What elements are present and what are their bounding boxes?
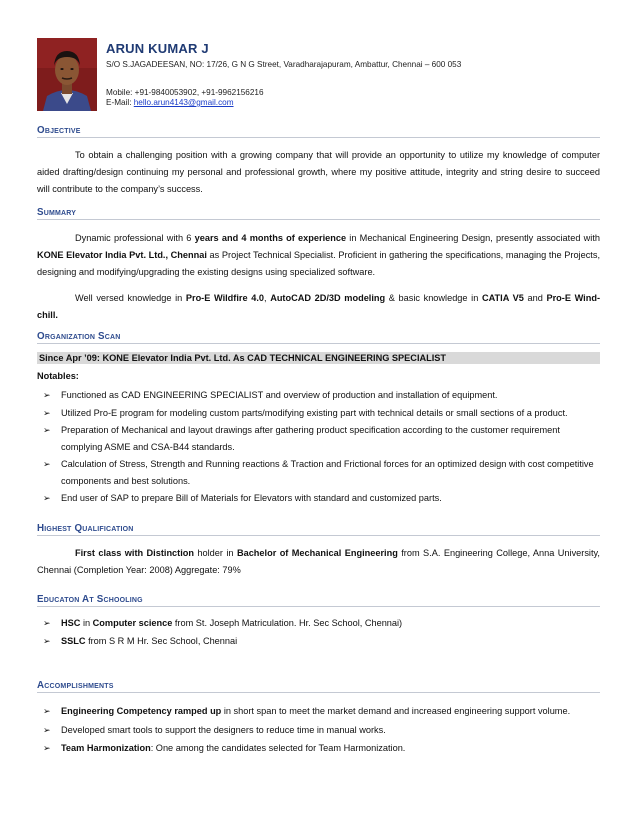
text: holder in [194, 548, 237, 558]
emphasis: SSLC [61, 635, 86, 646]
accomplishments-list [37, 703, 600, 758]
arrow-bullet-icon: ➢ [43, 407, 51, 418]
address-line: S/O S.JAGADEESAN, NO: 17/26, G N G Street, Varadharajapuram, Ambattur, Chennai – 600 053 [106, 60, 462, 69]
text: in short span to meet the market demand and increased engineering support volume. [221, 706, 571, 716]
summary-paragraph-1 [37, 230, 600, 281]
text: in [80, 618, 93, 628]
mobile-line: Mobile: +91-9840053902, +91-9962156216 [106, 88, 264, 97]
arrow-bullet-icon: ➢ [43, 724, 51, 735]
text: from S.A. Engineering College, Anna University, Chennai (Completion Year: 2008) Aggregate: 79% [37, 548, 600, 575]
arrow-bullet-icon: ➢ [43, 425, 51, 435]
emphasis: KONE Elevator India Pvt. Ltd., Chennai [37, 250, 207, 260]
text: , [264, 293, 271, 303]
text: as Project Technical Specialist. Proficient in gathering the specifications, managing the Projects, designing and modifying/upgrading the existing designs using specialized software. [37, 250, 600, 277]
education-heading: Educaton At Schooling [37, 594, 600, 607]
emphasis: years and 4 months of experience [194, 233, 347, 243]
list-item [37, 387, 600, 404]
text: Dynamic professional with 6 [75, 233, 195, 243]
emphasis: CATIA V5 [481, 293, 524, 303]
arrow-bullet-icon: ➢ [43, 635, 51, 646]
summary-section [37, 207, 600, 324]
organization-section [37, 331, 600, 508]
arrow-bullet-icon: ➢ [43, 493, 51, 503]
list-item [37, 405, 600, 422]
summary-heading: Summary [37, 207, 600, 220]
candidate-name: ARUN KUMAR J [106, 41, 209, 56]
qualification-text [37, 545, 600, 579]
text: in Mechanical Engineering Design, presently associated with [346, 233, 600, 243]
arrow-bullet-icon: ➢ [43, 706, 51, 716]
list-item [37, 456, 600, 489]
text: from S R M Hr. Sec School, Chennai [85, 635, 238, 646]
notables-label: Notables: [37, 371, 79, 381]
arrow-bullet-icon: ➢ [43, 618, 51, 628]
text: and [523, 293, 547, 303]
text: & basic knowledge in [385, 293, 482, 303]
arrow-bullet-icon: ➢ [43, 743, 51, 753]
list-item-text: Functioned as CAD ENGINEERING SPECIALIST and overview of production and installation of equipment. [61, 390, 498, 400]
text: : One among the candidates selected for Team Harmonization. [150, 743, 406, 753]
list-item-text: Preparation of Mechanical and layout drawings after gathering product specification according to the customer requirement complying ASME and CSA-B44 standards. [61, 425, 560, 452]
objective-section [37, 125, 600, 198]
objective-heading: Objective [37, 125, 600, 138]
arrow-bullet-icon: ➢ [43, 390, 51, 400]
profile-photo [37, 38, 97, 111]
emphasis: Engineering Competency ramped up [61, 706, 222, 716]
emphasis: First class with Distinction [75, 548, 194, 558]
qualification-heading: Highest Qualification [37, 523, 600, 536]
list-item [37, 490, 600, 507]
list-item-text: End user of SAP to prepare Bill of Materials for Elevators with standard and customized parts. [61, 493, 442, 503]
email-label: E-Mail: [106, 98, 134, 107]
email-line [106, 98, 234, 107]
list-item [37, 740, 600, 758]
accomplishments-section [37, 680, 600, 759]
emphasis: AutoCAD 2D/3D modeling [270, 293, 386, 303]
objective-text: To obtain a challenging position with a growing company that will provide an opportunity to utilize my knowledge of computer aided drafting/design continuing my personal and professional growth, where my positive attitude, integrity and string desire to succeed will contribute to the company’s success. [37, 150, 600, 194]
list-item-text: Calculation of Stress, Strength and Running reactions & Traction and Frictional forces for an optimized design with cost competitive components and best solutions. [61, 459, 594, 486]
list-item [37, 422, 600, 455]
list-item [37, 722, 600, 740]
summary-paragraph-2 [37, 290, 600, 324]
notables-list [37, 387, 600, 507]
organization-heading: Organization Scan [37, 331, 600, 344]
education-list [37, 615, 600, 649]
education-section [37, 594, 600, 650]
list-item [37, 615, 600, 632]
list-item-text: Utilized Pro-E program for modeling custom parts/modifying existing part with technical details or small sections of a product. [61, 407, 568, 418]
emphasis: Pro-E Wildfire 4.0 [185, 293, 264, 303]
qualification-section [37, 523, 600, 579]
text: from St. Joseph Matriculation. Hr. Sec School, Chennai) [172, 618, 403, 628]
emphasis: Computer science [92, 618, 173, 628]
list-item [37, 633, 600, 650]
emphasis: HSC [61, 618, 81, 628]
accomplishments-heading: Accomplishments [37, 680, 600, 693]
emphasis: Pro-E Wind-chill. [37, 293, 601, 320]
text: Developed smart tools to support the designers to reduce time in manual works. [61, 724, 386, 735]
arrow-bullet-icon: ➢ [43, 459, 51, 469]
list-item [37, 703, 600, 721]
text: Well versed knowledge in [75, 293, 186, 303]
emphasis: Team Harmonization [61, 743, 151, 753]
employment-banner: Since Apr ’09: KONE Elevator India Pvt. Ltd. As CAD TECHNICAL ENGINEERING SPECIALIST [37, 352, 600, 364]
email-link[interactable]: hello.arun4143@gmail.com [133, 98, 234, 107]
emphasis: Bachelor of Mechanical Engineering [236, 548, 398, 558]
